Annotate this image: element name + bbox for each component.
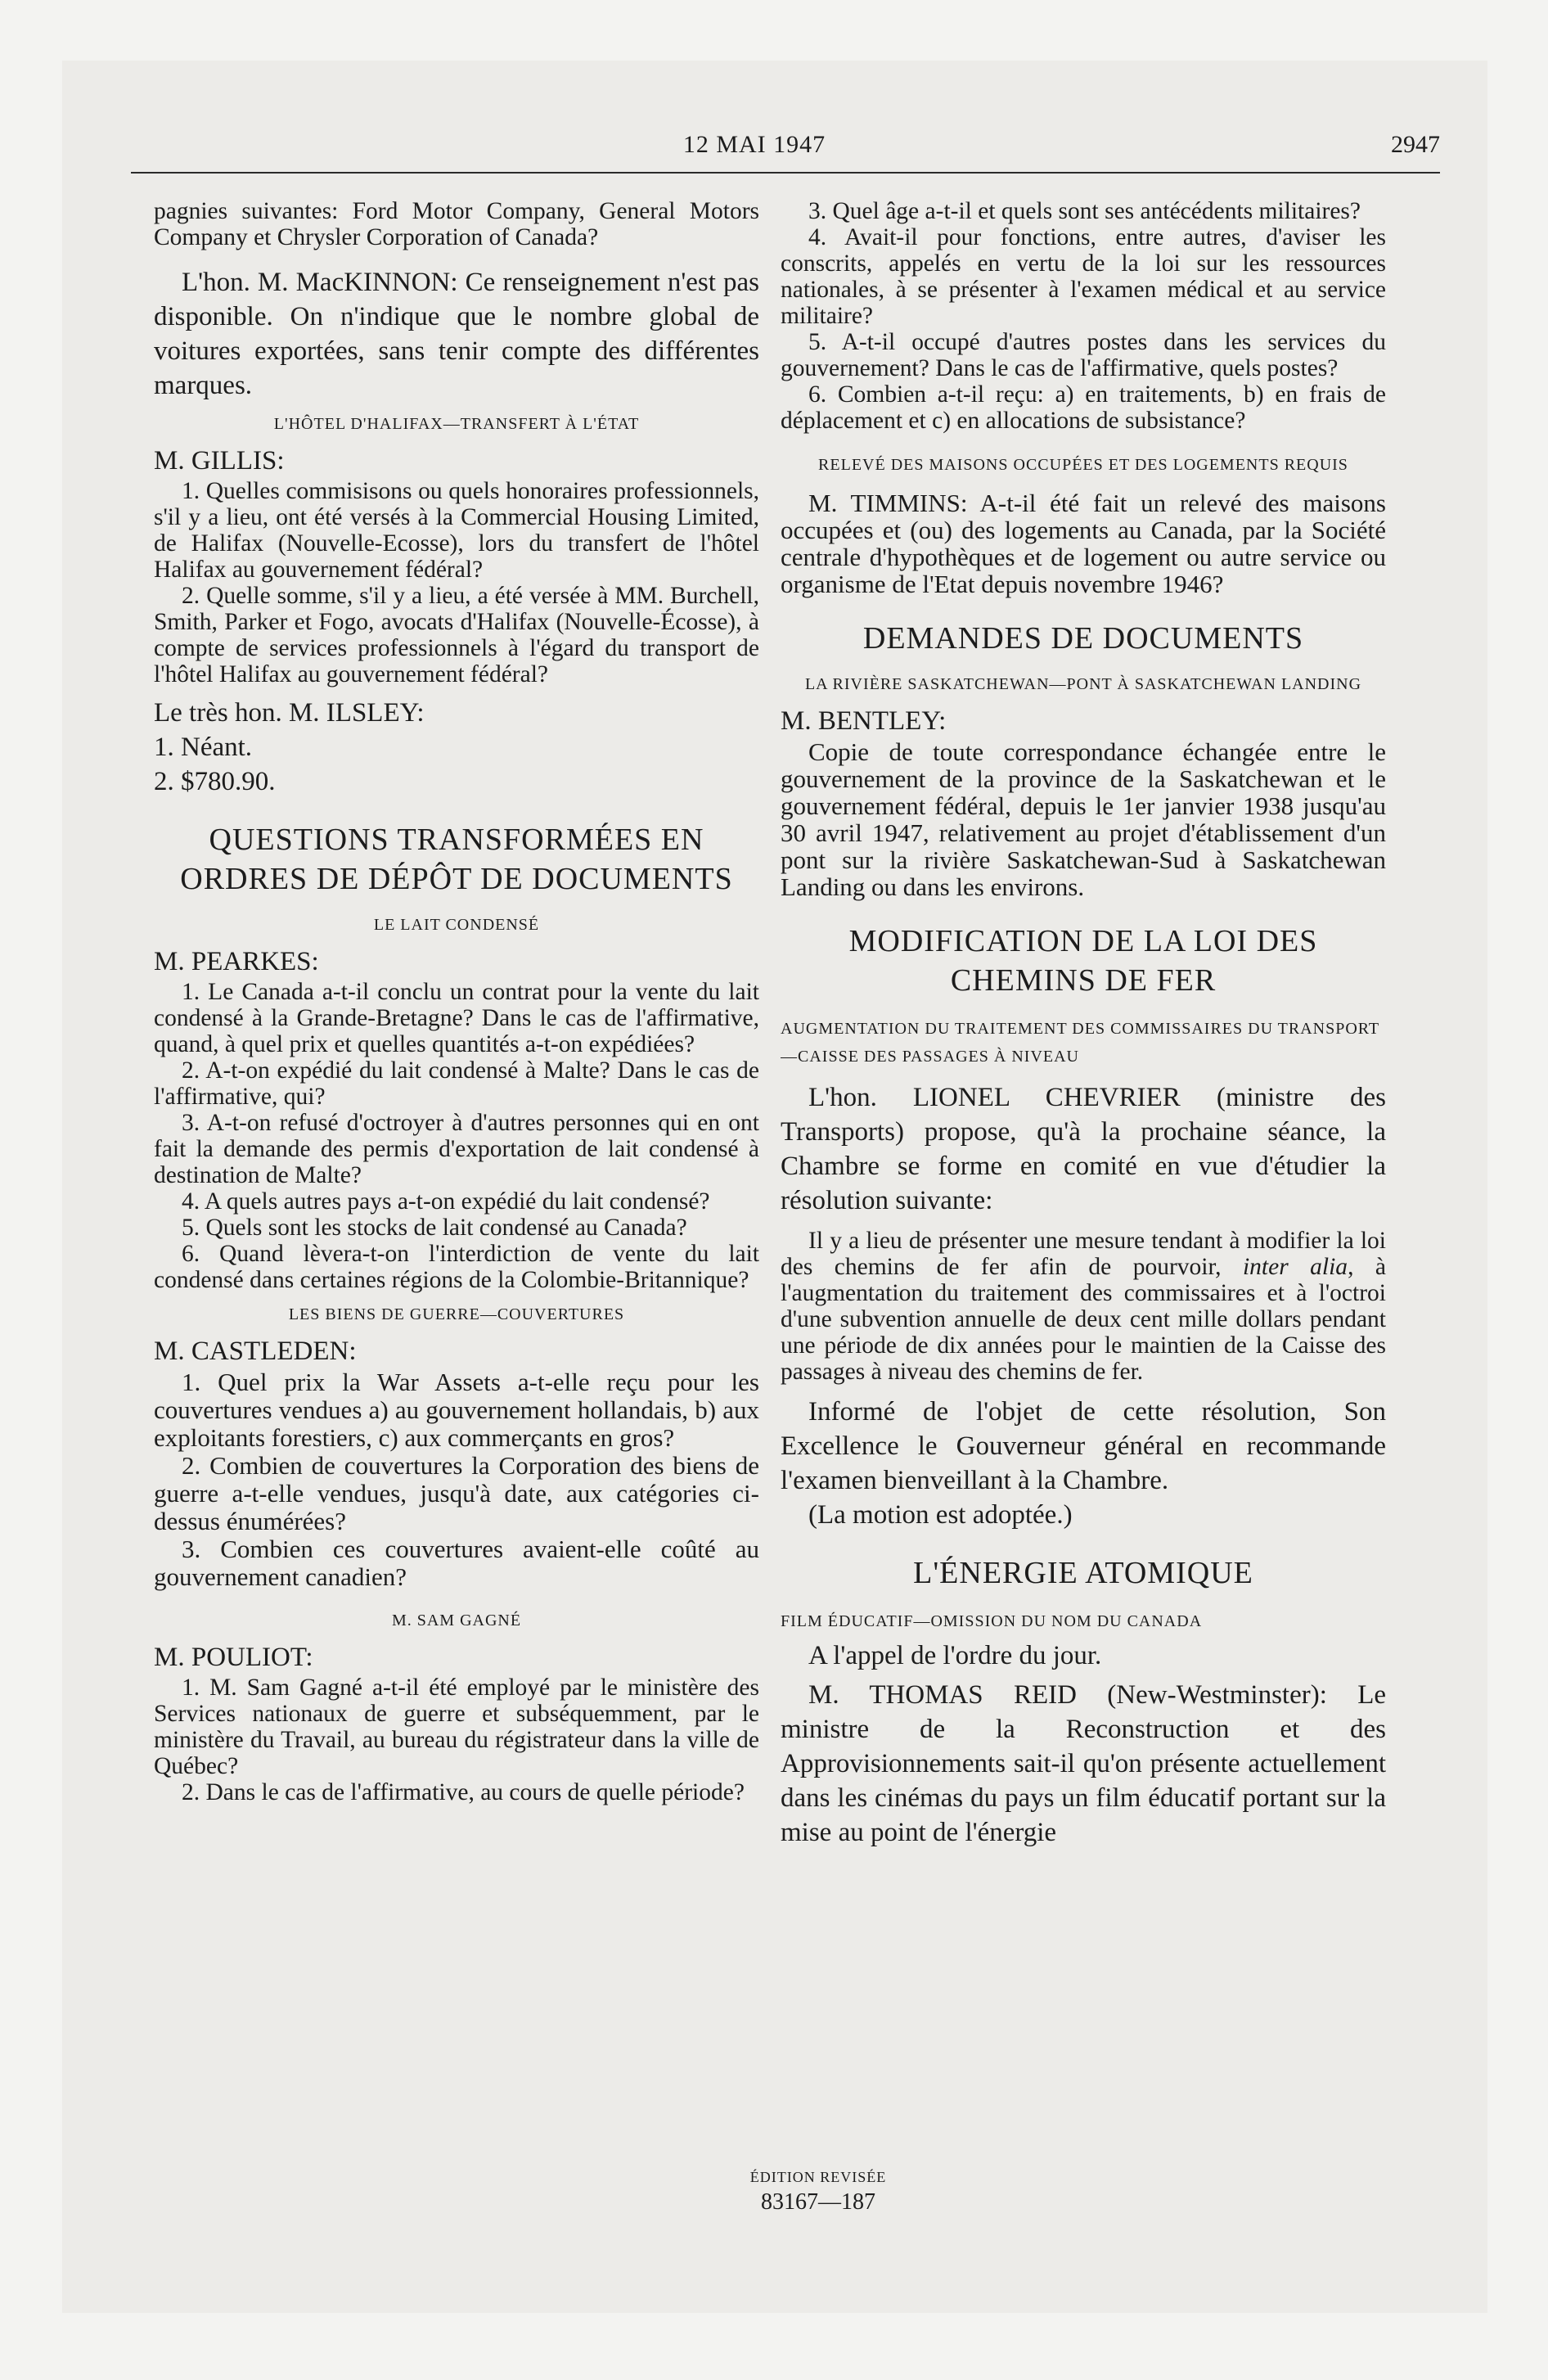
right-column (781, 198, 1386, 2154)
page-footer (655, 2169, 982, 2215)
question: 4. Avait-il pour fonctions, entre autres, d'aviser les conscrits, appelés en vertu de la loi sur les ressources nationales, à se présenter à l'examen médical et au service militaire? (781, 224, 1386, 329)
subheading: L'HÔTEL D'HALIFAX—TRANSFERT À L'ÉTAT (273, 415, 640, 433)
question: 1. Quelles commisisons ou quels honoraires professionnels, s'il y a lieu, ont été versés à la Commercial Housing Limited, de Halifax (Nouvelle-Ecosse), lors du transfert de l'hôtel Halifax au gouvernement fédéral? (154, 478, 759, 583)
paragraph: pagnies suivantes: Ford Motor Company, General Motors Company et Chrysler Corporation of Canada? (154, 198, 759, 250)
subheading: M. SAM GAGNÉ (391, 1611, 522, 1629)
paragraph: (La motion est adoptée.) (808, 1500, 1073, 1530)
question: 1. M. Sam Gagné a-t-il été employé par le ministère des Services nationaux de guerre et subséquemment, par le ministère du Travail, au bureau du régistrateur dans la ville de Québec? (154, 1675, 759, 1779)
question: 1. Le Canada a-t-il conclu un contrat pour la vente du lait condensé à la Grande-Bretagne? Dans le cas de l'affirmative, quand, à quel prix et quelles quantités a-t-on expédiées? (154, 979, 759, 1057)
subheading: LES BIENS DE GUERRE—COUVERTURES (288, 1305, 625, 1323)
question: 5. A-t-il occupé d'autres postes dans les services du gouvernement? Dans le cas de l'affirmative, quels postes? (781, 329, 1386, 381)
left-column (154, 198, 759, 2154)
answer: 1. Néant. (154, 732, 253, 762)
answer: 2. $780.90. (154, 767, 276, 796)
paragraph: L'hon. M. MacKINNON: Ce renseignement n'est pas disponible. On n'indique que le nombre global de voitures exportées, sans tenir compte des différentes marques. (154, 268, 759, 400)
paragraph: Copie de toute correspondance échangée entre le gouvernement de la province de la Saskatchewan et le gouvernement fédéral, depuis le 1er janvier 1938 jusqu'au 30 avril 1947, relativement au projet d'établissement d'un pont sur la rivière Saskatchewan-Sud à Saskatchewan Landing ou dans les environs. (781, 737, 1386, 901)
question: 2. Quelle somme, s'il y a lieu, a été versée à MM. Burchell, Smith, Parker et Fogo, avocats d'Halifax (Nouvelle-Écosse), à compte de services professionnels à l'égard du transport de l'hôtel Halifax au gouvernement fédéral? (154, 583, 759, 687)
resolution-italic: inter alia (1242, 1254, 1348, 1280)
footer-number: 83167—187 (761, 2189, 875, 2215)
question: 2. A-t-on expédié du lait condensé à Malte? Dans le cas de l'affirmative, qui? (154, 1057, 759, 1110)
header-rule (131, 172, 1440, 174)
paragraph: M. TIMMINS: A-t-il été fait un relevé des maisons occupées et (ou) des logements au Canada, par la Société centrale d'hypothèques et de logement ou autre service ou organisme de l'Etat depuis novembre 1946? (781, 489, 1386, 598)
resolution-text: , à l'augmentation du traitement des commissaires et à l'octroi d'une subvention annuelle de deux cent mille dollars pendant une période de dix années pour le maintien de la Caisse des passages à niveau des chemins de fer. (781, 1254, 1386, 1385)
question: 5. Quels sont les stocks de lait condensé au Canada? (182, 1215, 687, 1241)
question: 1. Quel prix la War Assets a-t-elle reçu pour les couvertures vendues a) au gouvernement hollandais, b) aux exploitants forestiers, c) aux commerçants en gros? (154, 1368, 759, 1452)
question: 2. Combien de couvertures la Corporation des biens de guerre a-t-elle vendues, jusqu'à date, aux catégories ci-dessus énumérées? (154, 1451, 759, 1535)
speaker: M. CASTLEDEN: (154, 1336, 357, 1366)
question: 3. Quel âge a-t-il et quels sont ses antécédents militaires? (808, 198, 1361, 224)
speaker: M. PEARKES: (154, 947, 319, 976)
section-heading: QUESTIONS TRANSFORMÉES EN ORDRES DE DÉPÔT DE DOCUMENTS (180, 823, 733, 896)
paragraph: M. THOMAS REID (New-Westminster): Le ministre de la Reconstruction et des Approvisionnements sait-il qu'on présente actuellement dans les cinémas du pays un film éducatif portant sur la mise au point de l'énergie (781, 1680, 1386, 1847)
paragraph: L'hon. LIONEL CHEVRIER (ministre des Transports) propose, qu'à la prochaine séance, la Chambre se forme en comité en vue d'étudier la résolution suivante: (781, 1083, 1386, 1215)
subheading: LA RIVIÈRE SASKATCHEWAN—PONT À SASKATCHEWAN LANDING (804, 675, 1362, 693)
subheading: AUGMENTATION DU TRAITEMENT DES COMMISSAIRES DU TRANSPORT—CAISSE DES PASSAGES À NIVEAU (781, 1020, 1380, 1066)
section-heading: MODIFICATION DE LA LOI DES CHEMINS DE FER (848, 924, 1318, 998)
subheading: LE LAIT CONDENSÉ (373, 916, 540, 934)
header-date: 12 MAI 1947 (682, 131, 826, 158)
speaker: M. BENTLEY: (781, 706, 947, 736)
resolution (781, 1228, 1386, 1385)
question: 4. A quels autres pays a-t-on expédié du lait condensé? (182, 1188, 710, 1215)
speaker: Le très hon. M. ILSLEY: (154, 698, 425, 728)
header-page-number: 2947 (1391, 131, 1440, 158)
speaker: M. GILLIS: (154, 446, 285, 476)
question: 6. Quand lèvera-t-on l'interdiction de vente du lait condensé dans certaines régions de la Colombie-Britannique? (154, 1241, 759, 1293)
speaker: M. POULIOT: (154, 1643, 313, 1672)
paragraph: Informé de l'objet de cette résolution, Son Excellence le Gouverneur général en recommande l'examen bienveillant à la Chambre. (781, 1397, 1386, 1495)
question: 3. Combien ces couvertures avaient-elle coûté au gouvernement canadien? (154, 1535, 759, 1591)
question: 3. A-t-on refusé d'octroyer à d'autres personnes qui en ont fait la demande des permis d'exportation de lait condensé à destination de Malte? (154, 1110, 759, 1188)
section-heading: DEMANDES DE DOCUMENTS (862, 621, 1304, 656)
question: 2. Dans le cas de l'affirmative, au cours de quelle période? (182, 1779, 745, 1805)
page-header (69, 131, 1440, 169)
subheading: RELEVÉ DES MAISONS OCCUPÉES ET DES LOGEMENTS REQUIS (818, 456, 1348, 474)
subheading: FILM ÉDUCATIF—OMISSION DU NOM DU CANADA (781, 1612, 1203, 1630)
question: 6. Combien a-t-il reçu: a) en traitements, b) en frais de déplacement et c) en allocations de subsistance? (781, 381, 1386, 434)
resolution-text: Il y a lieu de présenter une mesure tendant à modifier la loi des chemins de fer afin de pourvoir, (781, 1228, 1386, 1280)
footer-edition: ÉDITION REVISÉE (749, 2169, 887, 2185)
section-heading: L'ÉNERGIE ATOMIQUE (913, 1556, 1253, 1590)
paragraph: A l'appel de l'ordre du jour. (808, 1641, 1102, 1670)
